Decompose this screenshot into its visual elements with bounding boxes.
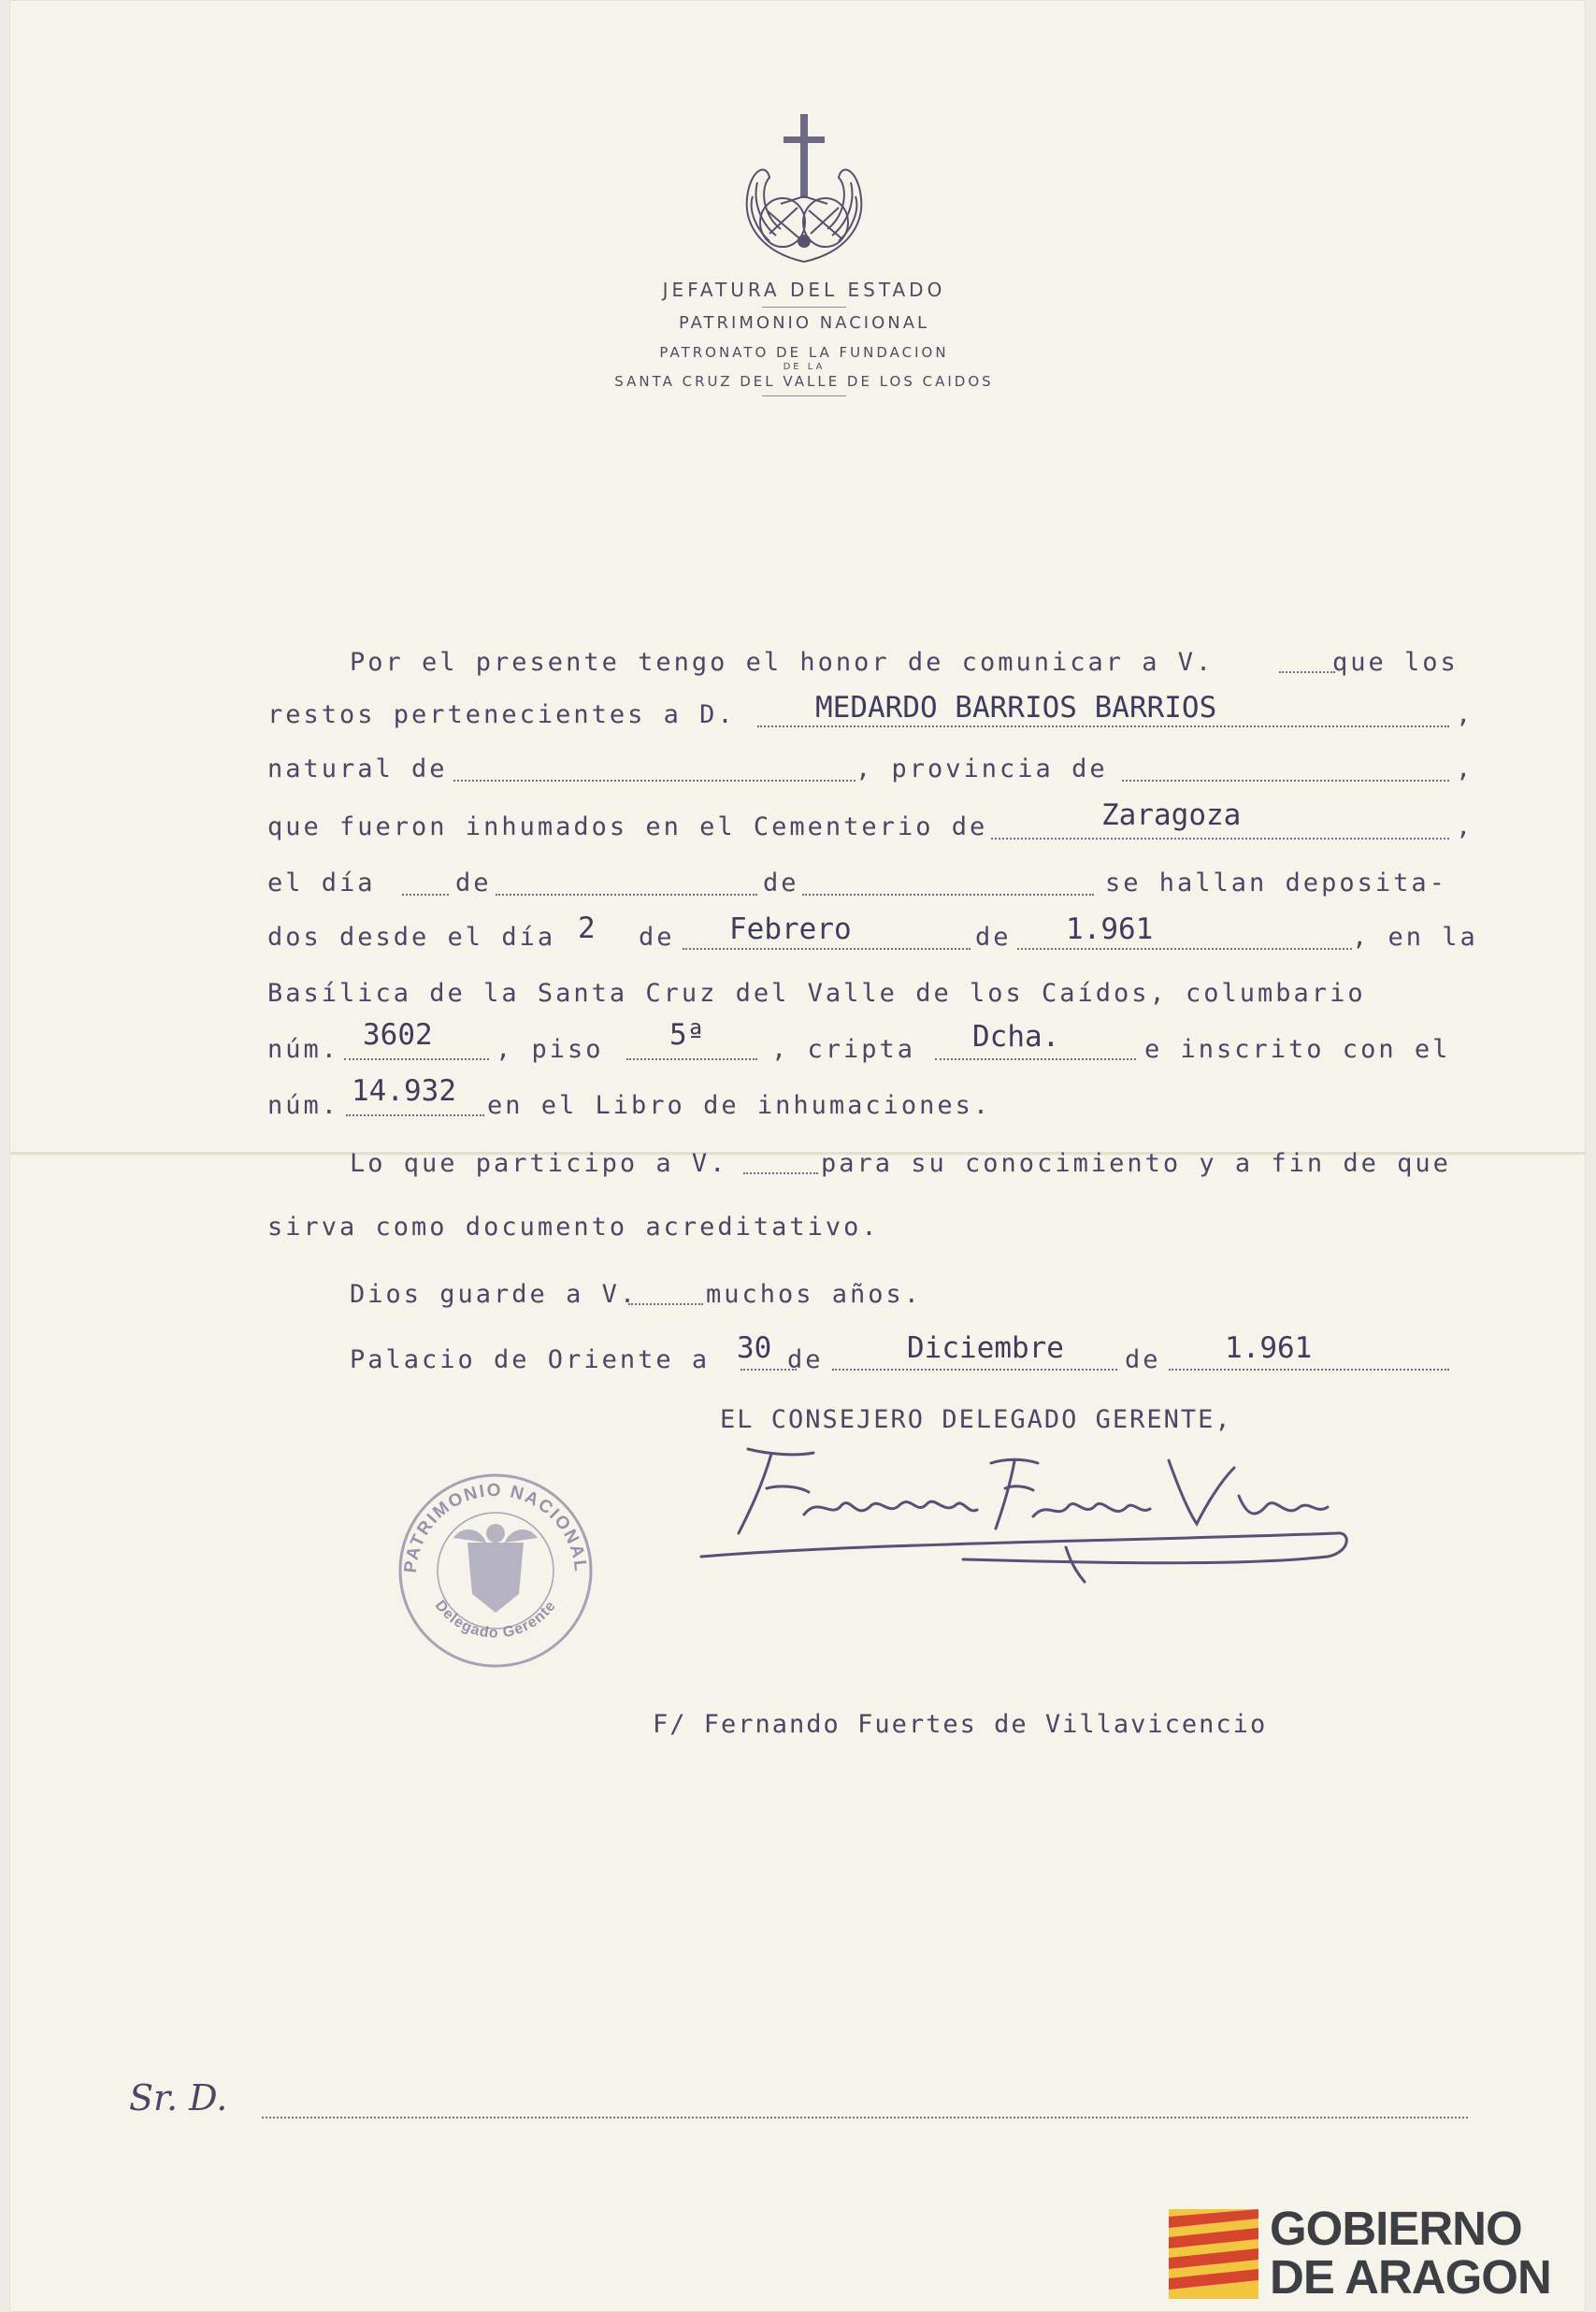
logo-line-1: GOBIERNO [1270,2202,1522,2255]
letterhead-line-5: SANTA CRUZ DEL VALLE DE LOS CAIDOS [614,373,994,390]
field-letter-day: 30 [737,1331,772,1365]
field-letter-year: 1.961 [1225,1331,1313,1365]
body-line-4-comma: , [1456,812,1474,841]
body-line-13-de-2: de [1125,1345,1161,1374]
signer-title: EL CONSEJERO DELEGADO GERENTE, [720,1405,1232,1434]
body-line-10-start: Lo que participo a V. [350,1149,728,1178]
body-line-12-end: muchos años. [706,1280,923,1309]
body-line-1-start: Por el presente tengo el honor de comunicar a V. [350,648,1215,677]
cross-emblem-icon [725,112,884,271]
body-line-7: Basílica de la Santa Cruz del Valle de los Caídos, columbario [267,979,1366,1008]
body-line-3-comma: , [1456,754,1474,783]
field-crypt: Dcha. [972,1020,1060,1054]
body-line-6-end: , en la [1352,923,1478,952]
letterhead-divider [762,307,846,308]
body-line-13-start: Palacio de Oriente a [350,1345,711,1374]
field-deposit-month: Febrero [729,912,852,946]
body-line-6-de-2: de [975,923,1012,952]
addressee-label: Sr. D. [129,2077,228,2118]
gobierno-aragon-logo [1169,2204,1589,2307]
stamp-text-bottom: Delegado Gerente [431,1597,560,1642]
fill-line-columbarium [344,1058,489,1060]
body-line-8-start: núm. [267,1035,340,1064]
document-sheet [9,0,1586,2312]
handwritten-signature [683,1430,1356,1589]
fill-line-addressee-1 [1279,671,1335,673]
field-cemetery: Zaragoza [1101,798,1242,832]
fill-line-addressee-3 [628,1303,703,1305]
letterhead-line-1: JEFATURA DEL ESTADO [662,279,946,301]
signed-name: F/ Fernando Fuertes de Villavicencio [653,1710,1268,1739]
logo-line-2: DE ARAGON [1270,2250,1551,2304]
body-line-9-start: núm. [267,1091,340,1120]
body-line-8-floor: , piso [496,1035,604,1064]
fill-line-birthplace [453,780,856,782]
fill-line-province [1122,780,1449,782]
letterhead-line-2: PATRIMONIO NACIONAL [678,313,930,333]
body-line-4-start: que fueron inhumados en el Cementerio de [267,812,988,841]
field-deceased-name: MEDARDO BARRIOS BARRIOS [815,691,1217,725]
fill-line-addressee-2 [743,1172,818,1174]
letterhead-line-4: DE LA [783,362,826,372]
fill-line-burial-day [402,894,449,896]
body-line-13-de-1: de [787,1345,824,1374]
field-columbarium-no: 3602 [363,1018,433,1052]
field-deposit-year: 1.961 [1066,912,1154,946]
body-line-5-start: el día [267,869,376,898]
field-floor: 5ª [669,1018,705,1052]
body-line-12-start: Dios guarde a V. [350,1280,639,1309]
body-line-5-end: se hallan deposita- [1105,869,1447,898]
field-register-no: 14.932 [352,1074,456,1108]
fill-line-burial-month [496,894,757,896]
fill-line-register [346,1114,484,1116]
stamp-text-top: PATRIMONIO NACIONAL [400,1480,591,1574]
body-line-5-de-2: de [763,869,799,898]
body-line-2-start: restos pertenecientes a D. [267,700,736,729]
fill-line-deposit-year [1017,948,1352,950]
letterhead [533,112,1075,402]
body-line-11: sirva como documento acreditativo. [267,1213,880,1242]
body-line-10-end: para su conocimiento y a fin de que [821,1149,1451,1178]
fill-line-burial-year [802,894,1094,896]
stamp-coat-of-arms-icon [453,1524,538,1613]
aragon-flag-icon [1169,2209,1258,2299]
fill-line-deceased-name [757,725,1449,727]
body-line-9-end: en el Libro de inhumaciones. [487,1091,992,1120]
body-line-3-mid: , provincia de [856,754,1108,783]
body-line-5-de-1: de [455,869,492,898]
body-line-1-end: que los [1332,648,1459,677]
letterhead-divider-bottom [762,395,846,396]
fill-line-cemetery [991,838,1449,840]
fill-line-letter-month [832,1369,1117,1371]
body-line-2-comma: , [1456,700,1474,729]
body-line-3-start: natural de [267,754,448,783]
field-deposit-day: 2 [578,912,596,945]
fill-line-letter-year [1169,1369,1449,1371]
body-line-8-end: e inscrito con el [1144,1035,1451,1064]
fill-line-addressee-name [262,2117,1468,2118]
letterhead-line-3: PATRONATO DE LA FUNDACION [659,344,949,361]
body-line-6-de-1: de [639,923,675,952]
body-line-6-start: dos desde el día [267,923,556,952]
official-seal-stamp [388,1463,603,1678]
fill-line-floor [626,1058,757,1060]
fill-line-crypt [935,1058,1136,1060]
body-line-8-crypt: , cripta [771,1035,916,1064]
field-letter-month: Diciembre [907,1331,1064,1365]
fill-line-deposit-month [683,948,971,950]
